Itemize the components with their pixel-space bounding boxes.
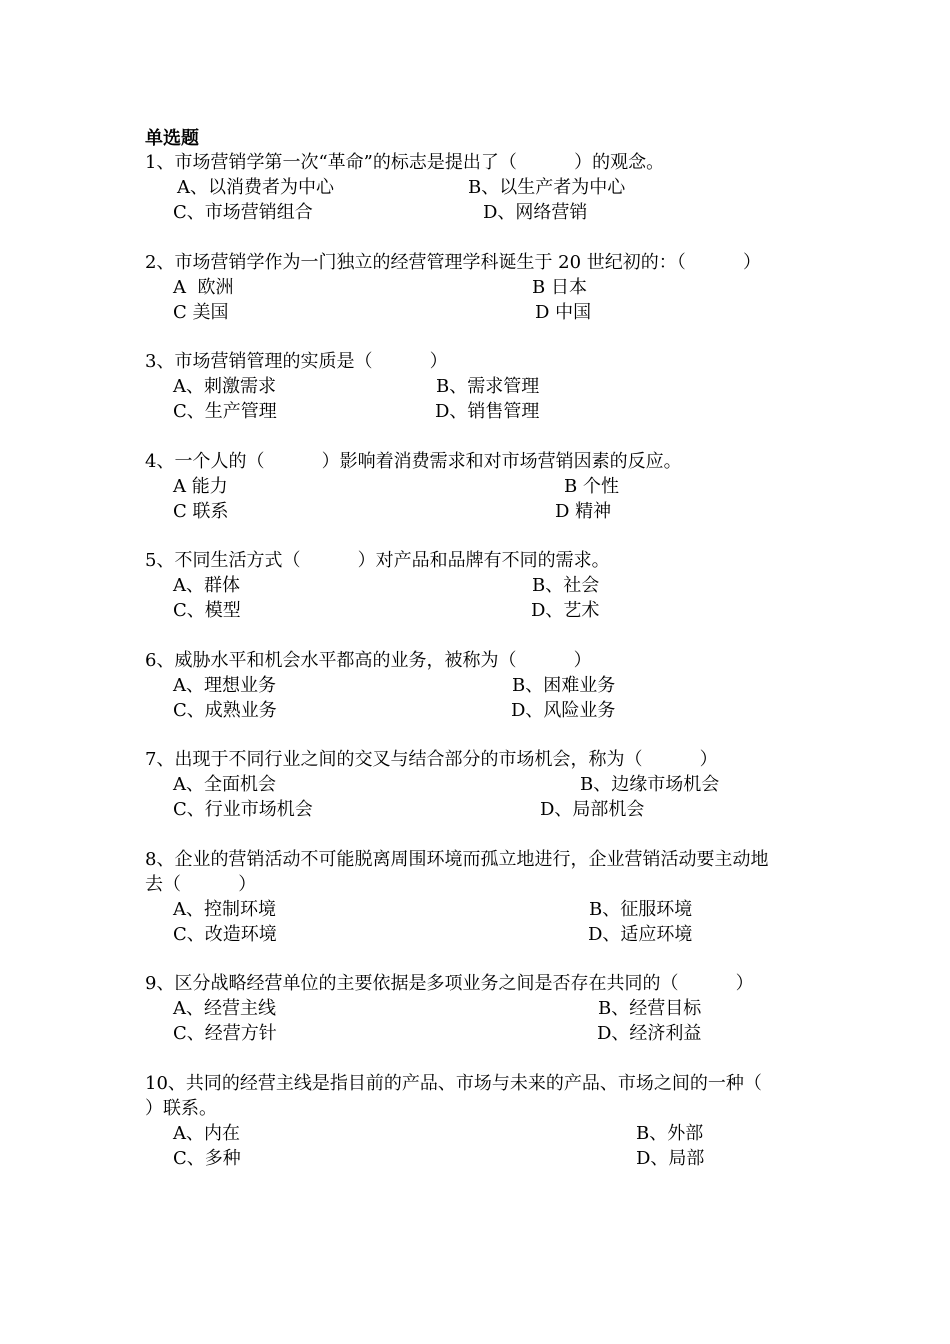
question-7-option-b: B、边缘市场机会 [580, 774, 720, 795]
question-6-option-c: C、成熟业务 [173, 700, 277, 721]
question-7-option-a: A、全面机会 [173, 774, 276, 795]
question-10-stem-line-2: ）联系。 [145, 1098, 217, 1119]
question-1-option-b: B、以生产者为中心 [468, 177, 626, 198]
question-9-stem: 9、区分战略经营单位的主要依据是多项业务之间是否存在共同的（ ） [145, 973, 754, 994]
question-9-option-b: B、经营目标 [598, 998, 702, 1019]
question-4-option-b: B 个性 [564, 476, 619, 497]
question-8-option-c: C、改造环境 [173, 924, 277, 945]
question-6-option-d: D、风险业务 [511, 700, 616, 721]
question-8-option-d: D、适应环境 [588, 924, 693, 945]
question-6-stem: 6、威胁水平和机会水平都高的业务，被称为（ ） [145, 650, 592, 671]
question-2-option-d: D 中国 [535, 302, 592, 323]
question-4-option-a: A 能力 [173, 476, 228, 497]
question-3-option-a: A、刺激需求 [173, 376, 276, 397]
question-10-option-c: C、多种 [173, 1148, 241, 1169]
question-1-option-a: A、以消费者为中心 [177, 177, 334, 198]
question-1-option-c: C、市场营销组合 [173, 202, 313, 223]
question-3-option-d: D、销售管理 [435, 401, 540, 422]
question-5-stem: 5、不同生活方式（ ）对产品和品牌有不同的需求。 [145, 550, 610, 571]
question-5-option-b: B、社会 [532, 575, 600, 596]
question-9-option-a: A、经营主线 [173, 998, 276, 1019]
question-8-stem-line-1: 8、企业的营销活动不可能脱离周围环境而孤立地进行，企业营销活动要主动地 [145, 849, 769, 870]
question-10-option-a: A、内在 [173, 1123, 240, 1144]
question-10-option-d: D、局部 [636, 1148, 705, 1169]
question-6-option-a: A、理想业务 [173, 675, 276, 696]
question-10-option-b: B、外部 [636, 1123, 704, 1144]
question-5-option-c: C、模型 [173, 600, 241, 621]
question-8-option-b: B、征服环境 [589, 899, 693, 920]
question-1-option-d: D、网络营销 [483, 202, 588, 223]
question-3-option-c: C、生产管理 [173, 401, 277, 422]
question-2-option-b: B 日本 [532, 277, 587, 298]
question-9-option-d: D、经济利益 [597, 1023, 702, 1044]
question-7-option-d: D、局部机会 [540, 799, 645, 820]
question-9-option-c: C、经营方针 [173, 1023, 277, 1044]
question-4-option-d: D 精神 [555, 501, 612, 522]
question-5-option-d: D、艺术 [531, 600, 600, 621]
question-3-option-b: B、需求管理 [436, 376, 540, 397]
question-3-stem: 3、市场营销管理的实质是（ ） [145, 351, 448, 372]
section-title: 单选题 [145, 128, 199, 149]
question-6-option-b: B、困难业务 [512, 675, 616, 696]
question-2-stem: 2、市场营销学作为一门独立的经营管理学科诞生于 20 世纪初的：（ ） [145, 252, 762, 273]
question-7-stem: 7、出现于不同行业之间的交叉与结合部分的市场机会，称为（ ） [145, 749, 718, 770]
question-4-stem: 4、一个人的（ ）影响着消费需求和对市场营销因素的反应。 [145, 451, 682, 472]
question-1-stem: 1、市场营销学第一次“革命”的标志是提出了（ ）的观念。 [145, 152, 665, 173]
question-2-option-c: C 美国 [173, 302, 229, 323]
question-8-stem-line-2: 去（ ） [145, 874, 257, 895]
question-7-option-c: C、行业市场机会 [173, 799, 313, 820]
question-8-option-a: A、控制环境 [173, 899, 276, 920]
question-2-option-a: A 欧洲 [173, 277, 234, 298]
question-4-option-c: C 联系 [173, 501, 229, 522]
question-5-option-a: A、群体 [173, 575, 240, 596]
question-10-stem-line-1: 10、共同的经营主线是指目前的产品、市场与未来的产品、市场之间的一种（ [145, 1073, 762, 1094]
